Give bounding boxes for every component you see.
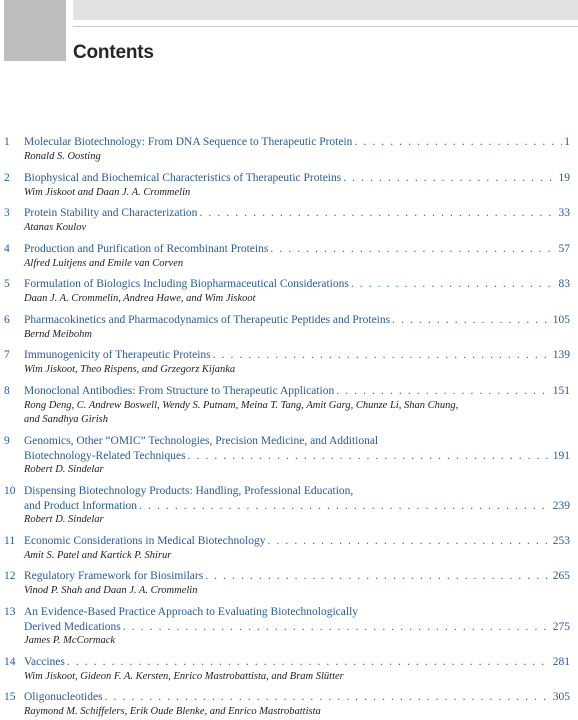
- chapter-title[interactable]: Biophysical and Biochemical Characteristics of Therapeutic Proteins: [24, 172, 342, 184]
- chapter-number: 4: [4, 243, 10, 255]
- dot-leader: [267, 534, 550, 549]
- chapter-authors: Robert D. Sindelar: [24, 514, 104, 525]
- chapter-link[interactable]: [24, 206, 570, 221]
- chapter-title[interactable]: Regulatory Framework for Biosimilars: [24, 570, 204, 582]
- dot-leader: [105, 690, 551, 705]
- chapter-title[interactable]: Biotechnology-Related Techniques: [24, 449, 186, 462]
- chapter-title[interactable]: Molecular Biotechnology: From DNA Sequence to Therapeutic Protein: [24, 136, 353, 148]
- chapter-number: 7: [4, 349, 10, 361]
- chapter-title[interactable]: Monoclonal Antibodies: From Structure to Therapeutic Application: [24, 385, 335, 397]
- chapter-number: 2: [4, 172, 10, 184]
- chapter-number: 13: [4, 606, 16, 618]
- chapter-number: 8: [4, 385, 10, 397]
- chapter-number: 6: [4, 314, 10, 326]
- page-number[interactable]: 1: [564, 136, 570, 148]
- chapter-link[interactable]: [24, 655, 570, 670]
- page-number[interactable]: 281: [552, 656, 570, 668]
- chapter-authors: Wim Jiskoot and Daan J. A. Crommelin: [24, 186, 191, 198]
- header-bar: [73, 0, 578, 20]
- dot-leader: [392, 313, 551, 328]
- chapter-authors: Atanas Koulov: [24, 221, 87, 233]
- chapter-number: 14: [4, 656, 16, 668]
- chapter-link[interactable]: [24, 620, 570, 635]
- chapter-link[interactable]: [24, 449, 570, 464]
- page-number[interactable]: 239: [552, 499, 570, 512]
- dot-leader: [199, 206, 556, 221]
- page-number[interactable]: 83: [558, 278, 570, 290]
- chapter-title[interactable]: Production and Purification of Recombinant Proteins: [24, 243, 269, 255]
- chapter-title[interactable]: and Product Information: [24, 499, 138, 512]
- chapter-number: 5: [4, 278, 10, 290]
- chapter-authors: Daan J. A. Crommelin, Andrea Hawe, and Wim Jiskoot: [24, 292, 256, 304]
- chapter-title[interactable]: Formulation of Biologics Including Biopharmaceutical Considerations: [24, 278, 349, 290]
- chapter-link[interactable]: [24, 690, 570, 705]
- chapter-number: 1: [4, 136, 10, 148]
- dot-leader: [123, 620, 551, 635]
- page-number[interactable]: 265: [552, 570, 570, 582]
- chapter-title[interactable]: Oligonucleotides: [24, 691, 103, 703]
- dot-leader: [213, 348, 551, 363]
- chapter-number: 9: [4, 435, 10, 447]
- chapter-title[interactable]: Pharmacokinetics and Pharmacodynamics of Therapeutic Peptides and Proteins: [24, 314, 391, 326]
- chapter-authors: Vinod P. Shah and Daan J. A. Crommelin: [24, 584, 198, 596]
- chapter-title[interactable]: Immunogenicity of Therapeutic Proteins: [24, 349, 211, 361]
- chapter-title[interactable]: Economic Considerations in Medical Biotechnology: [24, 535, 266, 547]
- page-number[interactable]: 275: [552, 620, 570, 633]
- chapter-authors: Robert D. Sindelar: [24, 464, 104, 475]
- chapter-authors: Alfred Luitjens and Emile van Corven: [24, 257, 184, 269]
- chapter-title-first-line[interactable]: Dispensing Biotechnology Products: Handling, Professional Education,: [24, 485, 354, 497]
- chapter-number: 12: [4, 570, 16, 582]
- chapter-link[interactable]: [24, 242, 570, 257]
- chapter-tab-block: [4, 0, 66, 61]
- page-number[interactable]: 253: [552, 535, 570, 547]
- dot-leader: [205, 569, 551, 584]
- chapter-number: 10: [4, 485, 16, 497]
- chapter-title[interactable]: Vaccines: [24, 656, 65, 668]
- page-number[interactable]: 33: [558, 207, 570, 219]
- chapter-link[interactable]: [24, 135, 570, 150]
- chapter-link[interactable]: [24, 499, 570, 514]
- chapter-link[interactable]: [24, 171, 570, 186]
- dot-leader: [270, 242, 556, 257]
- dot-leader: [351, 277, 557, 292]
- chapter-authors-continued: and Sandhya Girish: [24, 413, 108, 425]
- chapter-authors: Bernd Meibohm: [24, 328, 92, 340]
- page-number[interactable]: 19: [558, 172, 570, 184]
- chapter-authors: James P. McCormack: [24, 635, 116, 646]
- page-number[interactable]: 139: [552, 349, 570, 361]
- page-number[interactable]: 191: [552, 449, 570, 462]
- chapter-authors: Wim Jiskoot, Gideon F. A. Kersten, Enrico Mastrobattista, and Bram Slütter: [24, 670, 344, 682]
- chapter-link[interactable]: [24, 569, 570, 584]
- chapter-number: 11: [4, 535, 16, 547]
- page-title: Contents: [73, 42, 154, 63]
- page-number[interactable]: 151: [552, 385, 570, 397]
- page-number[interactable]: 57: [558, 243, 570, 255]
- chapter-number: 3: [4, 207, 10, 219]
- chapter-authors: Ronald S. Oosting: [24, 150, 101, 162]
- chapter-authors: Rong Deng, C. Andrew Boswell, Wendy S. Putnam, Meina T. Tang, Amit Garg, Chunze Li, Shan Chung,: [24, 399, 459, 411]
- chapter-authors: Amit S. Patel and Kartick P. Shirur: [24, 549, 172, 561]
- dot-leader: [354, 135, 562, 150]
- dot-leader: [188, 449, 551, 464]
- chapter-title-first-line[interactable]: Genomics, Other “OMIC” Technologies, Precision Medicine, and Additional: [24, 435, 379, 447]
- chapter-title[interactable]: Derived Medications: [24, 620, 121, 633]
- chapter-title[interactable]: Protein Stability and Characterization: [24, 207, 198, 219]
- chapter-link[interactable]: [24, 384, 570, 399]
- chapter-link[interactable]: [24, 277, 570, 292]
- chapter-title-first-line[interactable]: An Evidence-Based Practice Approach to Evaluating Biotechnologically: [24, 606, 359, 618]
- dot-leader: [336, 384, 551, 399]
- chapter-number: 15: [4, 691, 16, 703]
- chapter-link[interactable]: [24, 313, 570, 328]
- chapter-link[interactable]: [24, 348, 570, 363]
- page-number[interactable]: 105: [552, 314, 570, 326]
- chapter-authors: Raymond M. Schiffelers, Erik Oude Blenke, and Enrico Mastrobattista: [24, 705, 321, 717]
- chapter-link[interactable]: [24, 534, 570, 549]
- page-number[interactable]: 305: [552, 691, 570, 703]
- dot-leader: [67, 655, 551, 670]
- header-rule: [73, 26, 578, 27]
- chapter-authors: Wim Jiskoot, Theo Rispens, and Grzegorz Kijanka: [24, 363, 236, 375]
- dot-leader: [343, 171, 556, 186]
- dot-leader: [139, 499, 551, 514]
